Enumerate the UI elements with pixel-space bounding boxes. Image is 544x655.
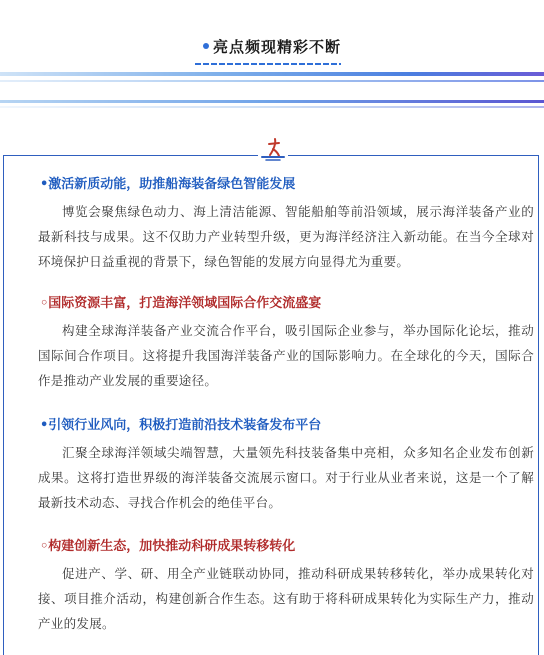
section-heading: •激活新质动能，助推船海装备绿色智能发展 (40, 177, 296, 192)
section-heading: ◦国际资源丰富，打造海洋领域国际合作交流盛宴 (40, 296, 322, 311)
section-body: 博览会聚焦绿色动力、海上清洁能源、智能船舶等前沿领域，展示海洋装备产业的最新科技与成果。这不仅助力产业转型升级，更为海洋经济注入新动能。在当今全球对环境保护日益重视的背景下，绿色智能的发展方向显得尤为重要。 (38, 204, 534, 269)
section-body: 构建全球海洋装备产业交流合作平台，吸引国际企业参与，举办国际化论坛，推动国际间合作项目。这将提升我国海洋装备产业的国际影响力。在全球化的今天，国际合作是推动产业发展的重要途径。 (38, 323, 534, 388)
decor-stripe (0, 100, 544, 103)
anchor-emblem-icon (258, 136, 288, 162)
section-heading: ◦构建创新生态，加快推动科研成果转移转化 (40, 539, 296, 554)
title-underline (195, 63, 341, 65)
title-dot-icon (203, 43, 209, 49)
title-wrap (0, 36, 544, 60)
page-title (203, 36, 341, 60)
section-heading: •引领行业风向，积极打造前沿技术装备发布平台 (40, 418, 322, 433)
page-title-text: 亮点频现精彩不断 (212, 38, 341, 56)
decor-stripe (0, 80, 544, 82)
section-international (40, 294, 534, 393)
decor-stripe (0, 72, 544, 76)
section-green-smart (40, 175, 534, 274)
section-body: 汇聚全球海洋领域尖端智慧，大量领先科技装备集中亮相，众多知名企业发布创新成果。这将打造世界级的海洋装备交流展示窗口。对于行业从业者来说，这是一个了解最新技术动态、寻找合作机会的绝佳平台。 (38, 445, 534, 510)
section-body: 促进产、学、研、用全产业链联动协同，推动科研成果转移转化，举办成果转化对接、项目推介活动，构建创新合作生态。这有助于将科研成果转化为实际生产力，推动产业的发展。 (38, 566, 534, 631)
section-innovation (40, 537, 534, 636)
header-banner (0, 0, 544, 120)
decor-stripe (0, 106, 544, 108)
section-tech-release (40, 416, 534, 515)
